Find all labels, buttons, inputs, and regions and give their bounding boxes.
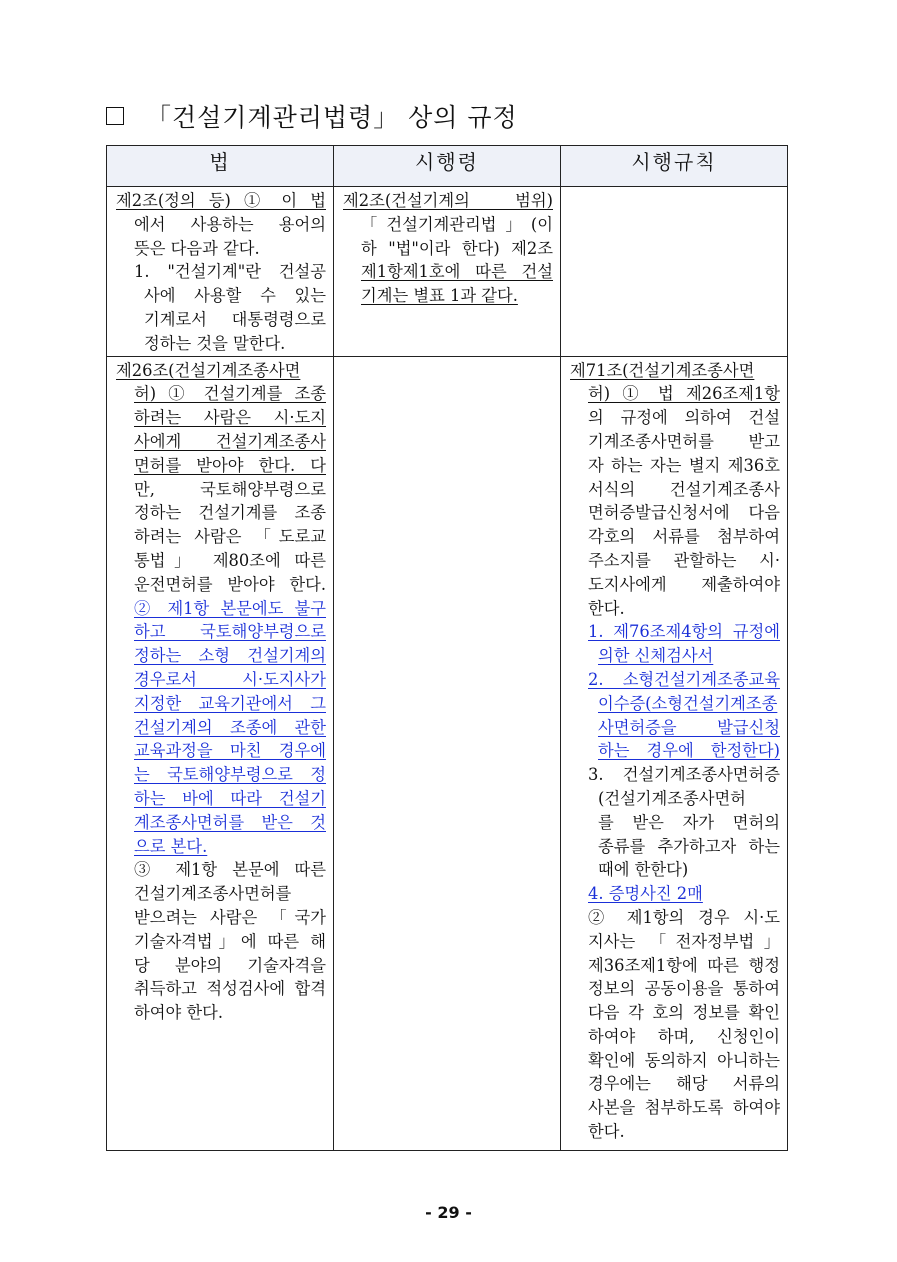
text-line: 확인에 동의하지 아니하는 — [588, 1050, 780, 1070]
text-line: 하여야 하며, 신청인이 — [588, 1026, 780, 1046]
text-line: 제71조(건설기계조종사면 — [570, 360, 755, 380]
text-line: 3. 건설기계조종사면허증 — [588, 765, 780, 785]
text-line: 도지사에게 제출하여야 — [588, 574, 780, 594]
text-line: 서식의 건설기계조종사 — [588, 479, 780, 499]
cell-law-article-2 — [107, 187, 334, 357]
text-line: 만, 국토해양부령으로 — [134, 479, 326, 499]
text-line: 에서 사용하는 용어의 — [134, 214, 326, 234]
text-line: ③ 제1항 본문에 따른 — [134, 860, 326, 880]
table-row — [107, 187, 788, 357]
text-line: 각호의 서류를 첨부하여 — [588, 527, 780, 547]
text-line: 사본을 첨부하도록 하여야 — [588, 1098, 780, 1118]
text-line: 정하는 것을 말한다. — [144, 333, 286, 353]
text-line: 사면허증을 발급신청 — [598, 717, 780, 737]
text-line: 주소지를 관할하는 시· — [588, 550, 780, 570]
text-line: 면허를 받아야 한다. 다 — [134, 455, 326, 475]
text-line: 취득하고 적성검사에 합격 — [134, 979, 326, 999]
text-line: 기계는 별표 1과 같다. — [361, 286, 518, 306]
text-line: 제26조(건설기계조종사면 — [116, 360, 301, 380]
text-line: ② 제1항 본문에도 불구 — [134, 598, 326, 618]
text-line: (건설기계조종사면허 — [598, 788, 746, 808]
text-line: 를 받은 자가 면허의 — [598, 812, 780, 832]
text-line: 뜻은 다음과 같다. — [134, 238, 260, 258]
text-line: 사에게 건설기계조종사 — [134, 431, 326, 451]
text-line: 이수증(소형건설기계조종 — [598, 693, 778, 713]
text-line: 하여야 한다. — [134, 1003, 223, 1023]
header-law: 법 — [107, 146, 334, 187]
table-header-row — [107, 146, 788, 187]
text-line: 한다. — [588, 598, 625, 618]
text-line: 자 하는 자는 별지 제36호 — [588, 455, 780, 475]
text-line: 하려는 사람은 시·도지 — [134, 408, 326, 428]
text-line: 기계로서 대통령령으로 — [144, 309, 326, 329]
text-line: 제2조(건설기계의 범위) — [343, 191, 553, 210]
page-number: - 29 - — [425, 1203, 472, 1222]
text-line: 당 분야의 기술자격을 — [134, 955, 326, 975]
page-title-text: 「건설기계관리법령」 상의 규정 — [146, 103, 518, 132]
regulation-table — [106, 145, 788, 1151]
text-line: 사에 사용할 수 있는 — [144, 286, 326, 306]
text-line: 종류를 추가하고자 하는 — [598, 836, 780, 856]
text-line: 1. 제76조제4항의 규정에 — [588, 622, 780, 642]
text-line: 제2조(정의 등) ① 이 법 — [116, 191, 326, 210]
text-line: 정보의 공동이용을 통하여 — [588, 979, 780, 999]
text-line: 면허증발급신청서에 다음 — [588, 503, 780, 523]
page-title — [106, 98, 518, 134]
cell-rule-empty — [561, 187, 788, 357]
text-line: 다음 각 호의 정보를 확인 — [588, 1003, 780, 1023]
text-line: 하고 국토해양부령으로 — [134, 622, 326, 642]
text-line: 지정한 교육기관에서 그 — [134, 693, 326, 713]
cell-decree-article-2 — [334, 187, 561, 357]
text-line: 때에 한한다) — [598, 860, 689, 880]
text-line: 한다. — [588, 1122, 625, 1142]
cell-law-article-26 — [107, 356, 334, 1150]
text-line: 의한 신체검사서 — [598, 646, 714, 666]
text-line: 건설기계의 조종에 관한 — [134, 717, 326, 737]
header-rule: 시행규칙 — [561, 146, 788, 187]
text-line: ② 제1항의 경우 시·도 — [588, 907, 780, 927]
checkbox-square-icon — [106, 107, 124, 125]
text-line: 기술자격법」에 따른 해 — [134, 931, 326, 951]
text-line: 기계조종사면허를 받고 — [588, 431, 780, 451]
text-line: 정하는 건설기계를 조종 — [134, 503, 326, 523]
text-line: 는 국토해양부령으로 정 — [134, 765, 326, 785]
text-line: 제36조제1항에 따른 행정 — [588, 955, 780, 975]
text-line: 허) ① 법 제26조제1항 — [588, 384, 780, 404]
text-line: 운전면허를 받아야 한다. — [134, 574, 326, 594]
text-line: 의 규정에 의하여 건설 — [588, 408, 780, 428]
text-line: 하려는 사람은 「도로교 — [134, 527, 326, 547]
table-row — [107, 356, 788, 1150]
header-decree: 시행령 — [334, 146, 561, 187]
text-line: 건설기계조종사면허를 — [134, 884, 292, 904]
text-line: 지사는 「전자정부법」 — [588, 931, 780, 951]
text-line: 「건설기계관리법」(이 — [361, 214, 553, 234]
text-line: 제1항제1호에 따른 건설 — [361, 262, 553, 282]
text-line: 경우에는 해당 서류의 — [588, 1074, 780, 1094]
text-line: 계조종사면허를 받은 것 — [134, 812, 326, 832]
text-line: 1. "건설기계"란 건설공 — [134, 262, 326, 282]
cell-decree-empty — [334, 356, 561, 1150]
text-line: 정하는 소형 건설기계의 — [134, 646, 326, 666]
text-line: 경우로서 시·도지사가 — [134, 669, 326, 689]
text-line: 허) ① 건설기계를 조종 — [134, 384, 326, 404]
text-line: 4. 증명사진 2매 — [588, 884, 703, 904]
text-line: 하 "법"이라 한다) 제2조 — [361, 238, 553, 258]
text-line: 하는 경우에 한정한다) — [598, 741, 780, 761]
text-line: 교육과정을 마친 경우에 — [134, 741, 326, 761]
text-line: 하는 바에 따라 건설기 — [134, 788, 326, 808]
text-line: 받으려는 사람은 「국가 — [134, 907, 326, 927]
text-line: 으로 본다. — [134, 836, 208, 856]
cell-rule-article-71 — [561, 356, 788, 1150]
text-line: 통법」 제80조에 따른 — [134, 550, 326, 570]
text-line: 2. 소형건설기계조종교육 — [588, 669, 780, 689]
